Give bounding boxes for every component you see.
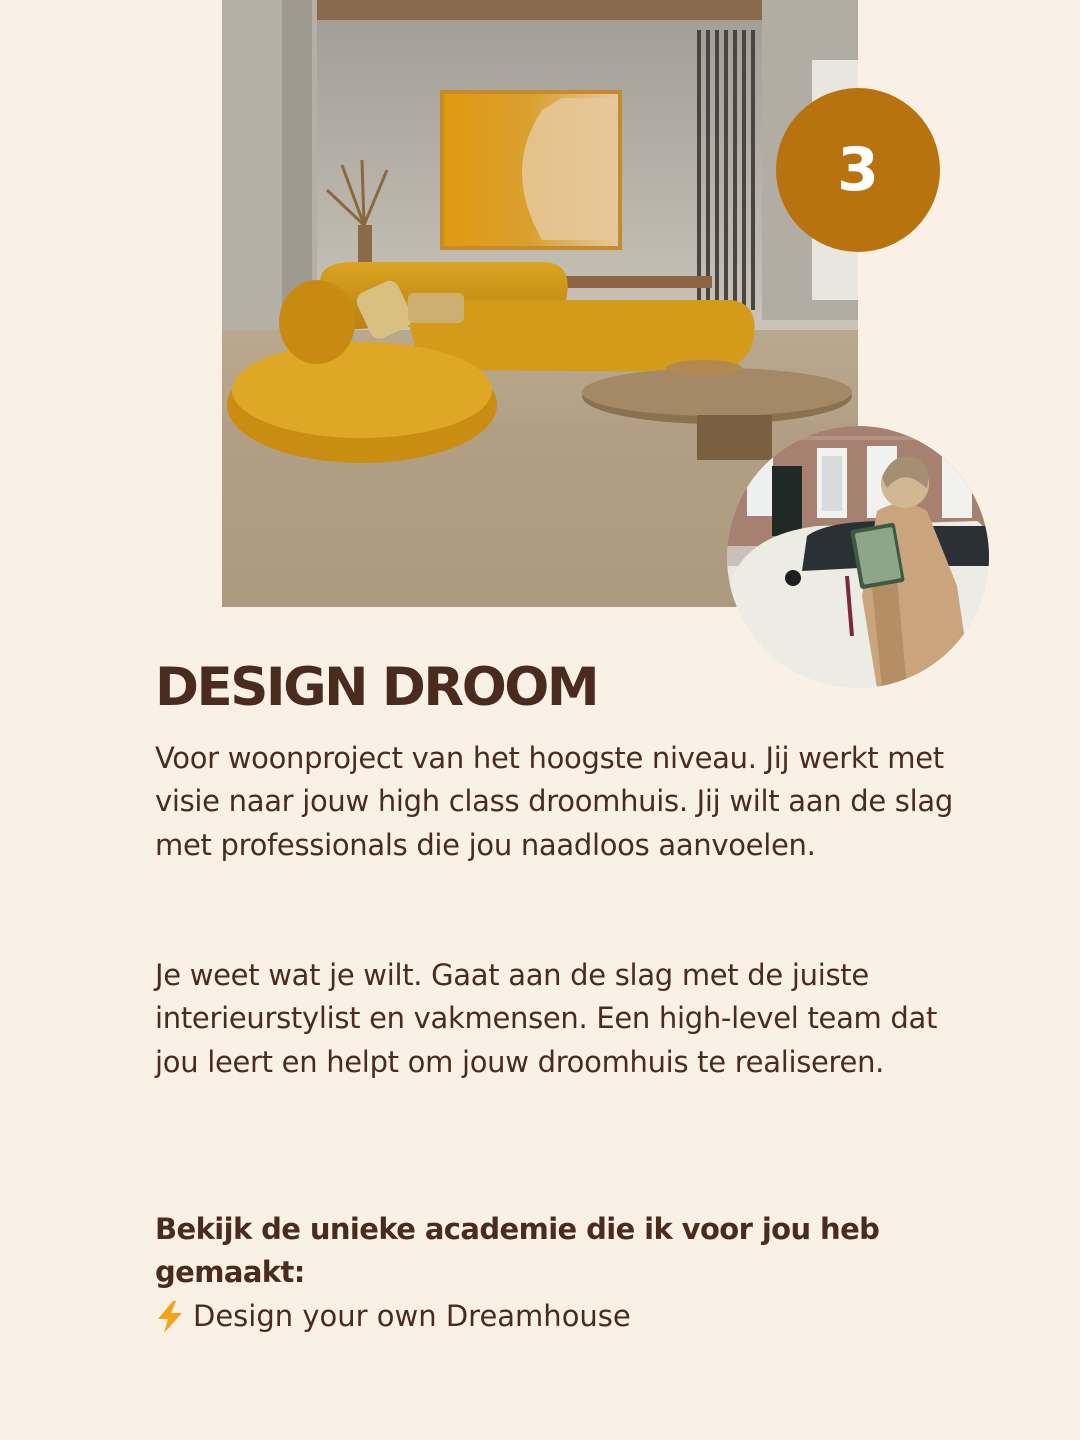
intro-paragraph: Voor woonproject van het hoogste niveau. Jij werkt met visie naar jouw high class droomhuis. Jij wilt aan de slag met professionals die jou naadloos aanvoelen. xyxy=(155,741,953,862)
portrait-photo xyxy=(727,426,989,688)
team-paragraph: Je weet wat je wilt. Gaat aan de slag met de juiste interieurstylist en vakmensen. Een high-level team dat jou leert en helpt om jouw droomhuis te realiseren. xyxy=(155,958,938,1079)
academy-link[interactable] xyxy=(155,1295,631,1338)
step-number: 3 xyxy=(837,135,879,205)
academy-cta-heading: Bekijk de unieke academie die ik voor jou heb gemaakt: xyxy=(155,1212,880,1290)
academy-link-label[interactable]: Design your own Dreamhouse xyxy=(193,1299,631,1333)
step-number-badge xyxy=(776,88,940,252)
lightning-icon xyxy=(155,1300,185,1334)
page-title: DESIGN DROOM xyxy=(155,657,598,718)
